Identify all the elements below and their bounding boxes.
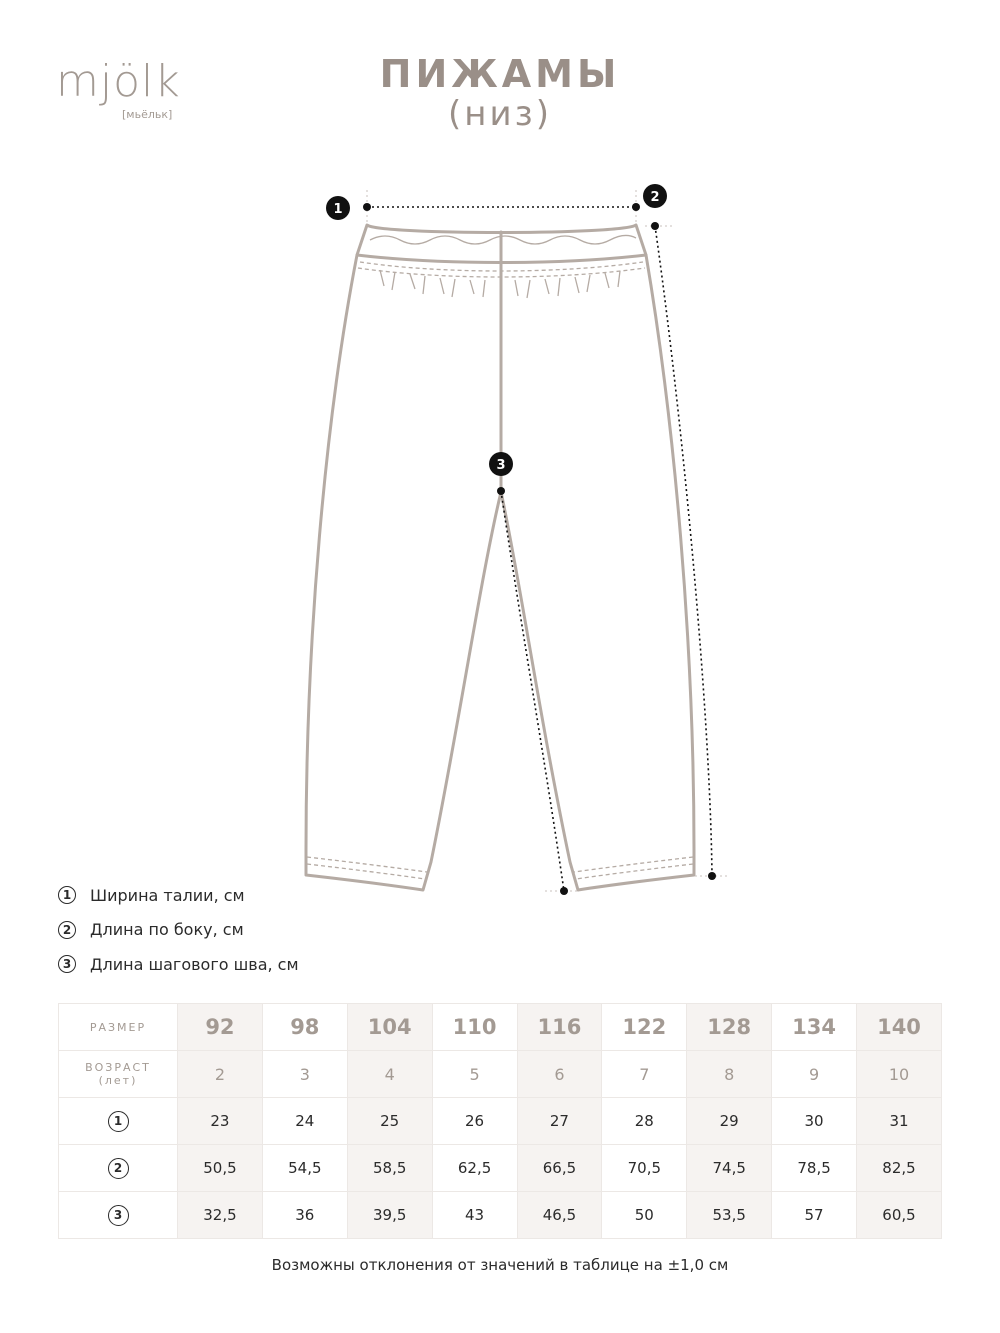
age-cell: 7 [602, 1051, 687, 1098]
inseam-row [59, 1192, 942, 1239]
value-cell: 57 [772, 1192, 857, 1239]
legend-item [58, 878, 299, 913]
value-cell: 50 [602, 1192, 687, 1239]
value-cell: 39,5 [347, 1192, 432, 1239]
value-cell: 70,5 [602, 1145, 687, 1192]
left-cuff-stitch-1 [307, 857, 427, 872]
age-cell: 9 [772, 1051, 857, 1098]
value-cell: 32,5 [178, 1192, 263, 1239]
waist-point-left [363, 203, 371, 211]
left-leg-outline [306, 255, 501, 890]
waistband-ruffle [370, 235, 636, 244]
legend-number: 2 [58, 921, 76, 939]
tolerance-note: Возможны отклонения от значений в таблице на ±1,0 см [271, 1256, 729, 1274]
age-cell: 5 [432, 1051, 517, 1098]
legend-number: 3 [58, 955, 76, 973]
inseam-line [501, 491, 564, 891]
age-cell: 3 [262, 1051, 347, 1098]
legend-number: 1 [58, 886, 76, 904]
legend-item [58, 947, 299, 982]
row-number: 1 [108, 1111, 129, 1132]
value-cell: 28 [602, 1098, 687, 1145]
size-cell: 128 [687, 1004, 772, 1051]
age-cell: 6 [517, 1051, 602, 1098]
row-number-cell [59, 1192, 178, 1239]
value-cell: 24 [262, 1098, 347, 1145]
inseam-point-top [497, 487, 505, 495]
value-cell: 62,5 [432, 1145, 517, 1192]
value-cell: 26 [432, 1098, 517, 1145]
right-leg-outline [501, 255, 694, 890]
size-cell: 122 [602, 1004, 687, 1051]
value-cell: 50,5 [178, 1145, 263, 1192]
size-cell: 134 [772, 1004, 857, 1051]
size-cell: 98 [262, 1004, 347, 1051]
value-cell: 54,5 [262, 1145, 347, 1192]
age-cell: 8 [687, 1051, 772, 1098]
size-cell: 116 [517, 1004, 602, 1051]
age-cell: 4 [347, 1051, 432, 1098]
age-label-cell [59, 1051, 178, 1098]
age-cell: 2 [178, 1051, 263, 1098]
value-cell: 60,5 [857, 1192, 942, 1239]
value-cell: 29 [687, 1098, 772, 1145]
waist-point-right [632, 203, 640, 211]
size-cell: 92 [178, 1004, 263, 1051]
side-point-top [651, 222, 659, 230]
value-cell: 30 [772, 1098, 857, 1145]
age-cell: 10 [857, 1051, 942, 1098]
value-cell: 78,5 [772, 1145, 857, 1192]
side-point-bottom [708, 872, 716, 880]
inseam-point-bottom [560, 887, 568, 895]
right-cuff-stitch-1 [574, 857, 693, 872]
legend-text: Длина шагового шва, см [90, 954, 299, 974]
value-cell: 46,5 [517, 1192, 602, 1239]
marker-1-label: 1 [333, 202, 343, 217]
marker-3-label: 3 [496, 458, 506, 473]
page-subtitle: (низ) [448, 94, 552, 134]
logo-transliteration: [мьёльк] [122, 108, 173, 121]
side-length-line [655, 226, 712, 876]
age-label: ВОЗРАСТ [85, 1061, 151, 1074]
side-length-row [59, 1145, 942, 1192]
marker-2-label: 2 [650, 190, 660, 205]
age-unit: (лет) [98, 1074, 138, 1087]
row-number: 2 [108, 1158, 129, 1179]
value-cell: 53,5 [687, 1192, 772, 1239]
value-cell: 27 [517, 1098, 602, 1145]
legend-text: Длина по боку, см [90, 920, 244, 940]
measurement-legend [58, 878, 299, 982]
value-cell: 43 [432, 1192, 517, 1239]
value-cell: 58,5 [347, 1145, 432, 1192]
row-number: 3 [108, 1205, 129, 1226]
logo-wordmark: mjölk [56, 56, 181, 107]
legend-item [58, 913, 299, 948]
row-number-cell [59, 1098, 178, 1145]
size-label: РАЗМЕР [59, 1004, 178, 1051]
size-cell: 110 [432, 1004, 517, 1051]
value-cell: 66,5 [517, 1145, 602, 1192]
value-cell: 23 [178, 1098, 263, 1145]
size-cell: 104 [347, 1004, 432, 1051]
age-row [59, 1051, 942, 1098]
legend-text: Ширина талии, см [90, 885, 245, 905]
waist-row [59, 1098, 942, 1145]
value-cell: 74,5 [687, 1145, 772, 1192]
size-cell: 140 [857, 1004, 942, 1051]
page-title: ПИЖАМЫ [379, 52, 621, 96]
size-row [59, 1004, 942, 1051]
value-cell: 36 [262, 1192, 347, 1239]
size-table [58, 1003, 942, 1239]
value-cell: 25 [347, 1098, 432, 1145]
row-number-cell [59, 1145, 178, 1192]
value-cell: 82,5 [857, 1145, 942, 1192]
value-cell: 31 [857, 1098, 942, 1145]
